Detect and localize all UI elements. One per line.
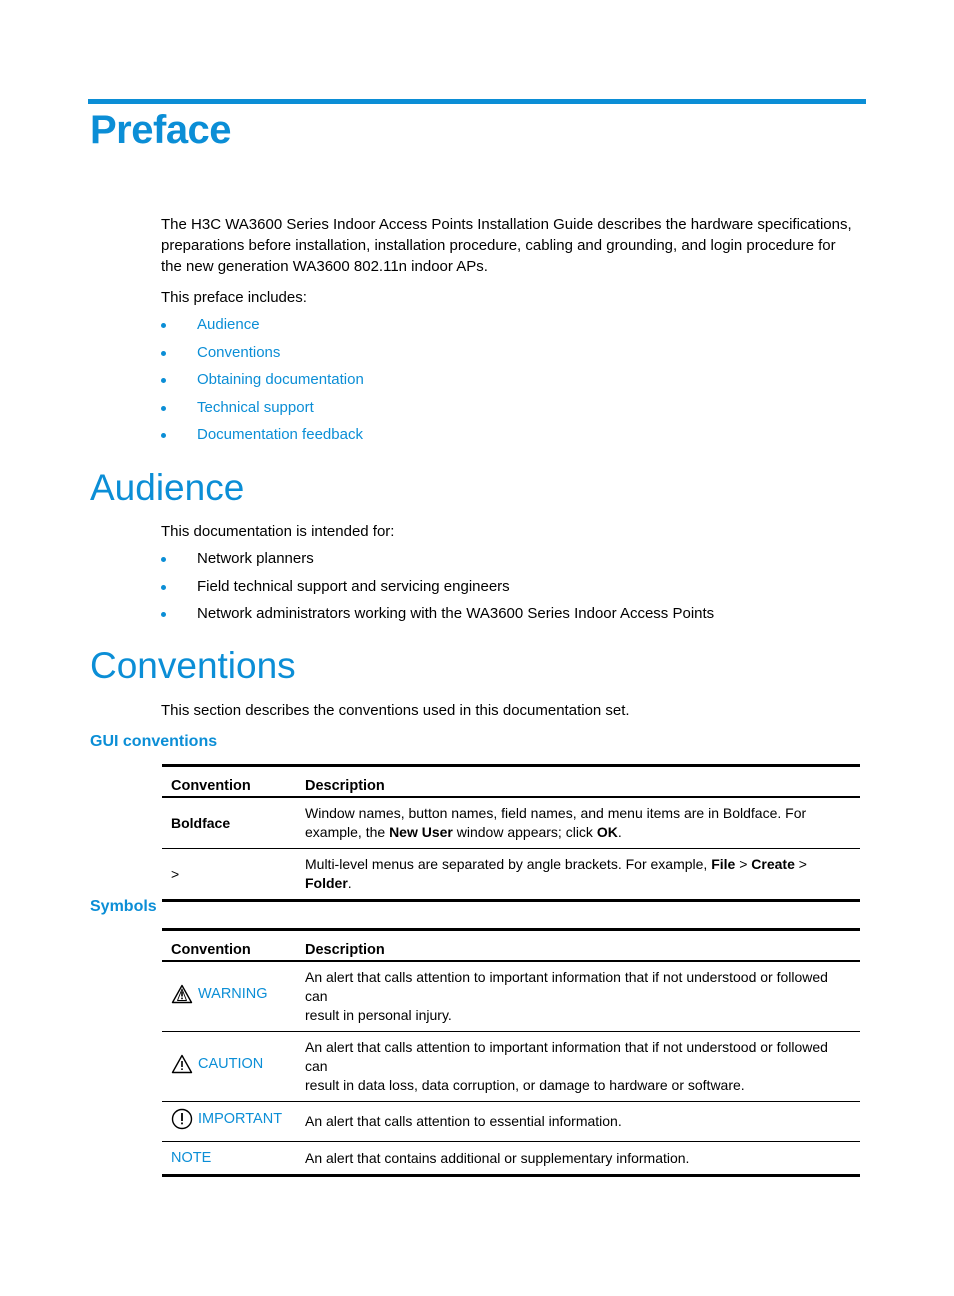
important-symbol bbox=[171, 1108, 282, 1130]
preface-intro bbox=[161, 214, 866, 277]
important-icon bbox=[171, 1108, 193, 1130]
audience-intro: This documentation is intended for: bbox=[161, 523, 395, 540]
convention-cell bbox=[162, 1142, 296, 1176]
table-header-row bbox=[162, 930, 860, 962]
bold-term: File bbox=[711, 856, 736, 872]
note-symbol bbox=[171, 1149, 211, 1168]
bold-term: OK bbox=[596, 824, 618, 840]
table-row bbox=[162, 797, 860, 849]
table-row bbox=[162, 1102, 860, 1142]
symbols-table bbox=[162, 928, 860, 1177]
symbol-label: WARNING bbox=[198, 985, 268, 1002]
warning-symbol bbox=[171, 984, 268, 1004]
table-row bbox=[162, 1032, 860, 1102]
gui-conventions-table bbox=[162, 764, 860, 902]
description-text: . bbox=[617, 824, 622, 840]
description-text: An alert that calls attention to important information that if not understood or followed can bbox=[305, 1039, 828, 1074]
column-header-description: Description bbox=[305, 942, 385, 958]
audience-title: Audience bbox=[90, 467, 245, 508]
bullet-icon bbox=[161, 323, 166, 328]
column-header-description: Description bbox=[305, 778, 385, 794]
preface-intro-line: The H3C WA3600 Series Indoor Access Points Installation Guide describes the hardware specifications, bbox=[161, 216, 852, 233]
table-header-row bbox=[162, 766, 860, 798]
description-cell: An alert that calls attention to essential information. bbox=[296, 1102, 860, 1142]
bullet-icon bbox=[161, 433, 166, 438]
conventions-title: Conventions bbox=[90, 645, 296, 686]
preface-intro-line: preparations before installation, installation procedure, cabling and grounding, and login procedure for bbox=[161, 237, 836, 254]
convention-cell: > bbox=[162, 849, 296, 901]
convention-cell bbox=[162, 961, 296, 1032]
bullet-icon bbox=[161, 612, 166, 617]
link-obtaining-documentation[interactable]: Obtaining documentation bbox=[197, 371, 364, 388]
preface-title: Preface bbox=[90, 108, 232, 152]
preface-includes-label: This preface includes: bbox=[161, 289, 307, 306]
description-text: An alert that calls attention to important information that if not understood or followed can bbox=[305, 969, 828, 1004]
link-documentation-feedback[interactable]: Documentation feedback bbox=[197, 426, 363, 443]
description-cell bbox=[296, 849, 860, 901]
bullet-icon bbox=[161, 585, 166, 590]
description-text: Multi-level menus are separated by angle brackets. For example, bbox=[305, 856, 712, 872]
description-text: result in data loss, data corruption, or damage to hardware or software. bbox=[305, 1077, 745, 1093]
table-row bbox=[162, 849, 860, 901]
symbol-label: IMPORTANT bbox=[198, 1110, 283, 1127]
description-cell bbox=[296, 961, 860, 1032]
caution-icon bbox=[171, 1054, 193, 1074]
convention-cell bbox=[162, 1102, 296, 1142]
bold-term: Folder bbox=[305, 875, 348, 891]
description-text: window appears; click bbox=[452, 824, 597, 840]
symbol-label: NOTE bbox=[171, 1150, 212, 1166]
description-text: > bbox=[794, 856, 807, 872]
link-technical-support[interactable]: Technical support bbox=[197, 398, 314, 416]
bullet-icon bbox=[161, 378, 166, 383]
description-text: Window names, button names, field names, and menu items are in Boldface. For bbox=[305, 805, 807, 821]
table-row bbox=[162, 1142, 860, 1176]
bold-term: New User bbox=[389, 824, 453, 840]
audience-item: Field technical support and servicing engineers bbox=[197, 577, 510, 595]
description-text: > bbox=[735, 856, 752, 872]
conventions-intro: This section describes the conventions used in this documentation set. bbox=[161, 702, 630, 719]
symbols-title: Symbols bbox=[90, 898, 157, 915]
audience-item: Network administrators working with the WA3600 Series Indoor Access Points bbox=[197, 605, 715, 622]
audience-item: Network planners bbox=[197, 550, 314, 567]
bullet-icon bbox=[161, 351, 166, 356]
link-conventions[interactable]: Conventions bbox=[197, 343, 281, 361]
bullet-icon bbox=[161, 406, 166, 411]
table-row bbox=[162, 961, 860, 1032]
column-header-convention: Convention bbox=[171, 778, 251, 794]
convention-cell: Boldface bbox=[162, 797, 296, 849]
gui-conventions-title: GUI conventions bbox=[90, 733, 218, 750]
link-audience[interactable]: Audience bbox=[197, 316, 260, 333]
convention-cell bbox=[162, 1032, 296, 1102]
preface-intro-line: the new generation WA3600 802.11n indoor APs. bbox=[161, 258, 488, 275]
description-cell: An alert that contains additional or supplementary information. bbox=[296, 1142, 860, 1176]
warning-icon bbox=[171, 984, 193, 1004]
bullet-icon bbox=[161, 557, 166, 562]
column-header-convention: Convention bbox=[171, 942, 251, 958]
description-cell bbox=[296, 797, 860, 849]
description-text: example, the bbox=[305, 824, 390, 840]
bold-term: Create bbox=[751, 856, 795, 872]
caution-symbol bbox=[171, 1054, 263, 1074]
description-cell bbox=[296, 1032, 860, 1102]
symbol-label: CAUTION bbox=[198, 1055, 264, 1072]
description-text: . bbox=[347, 875, 352, 891]
description-text: result in personal injury. bbox=[305, 1007, 452, 1023]
heading-rule bbox=[88, 99, 866, 104]
